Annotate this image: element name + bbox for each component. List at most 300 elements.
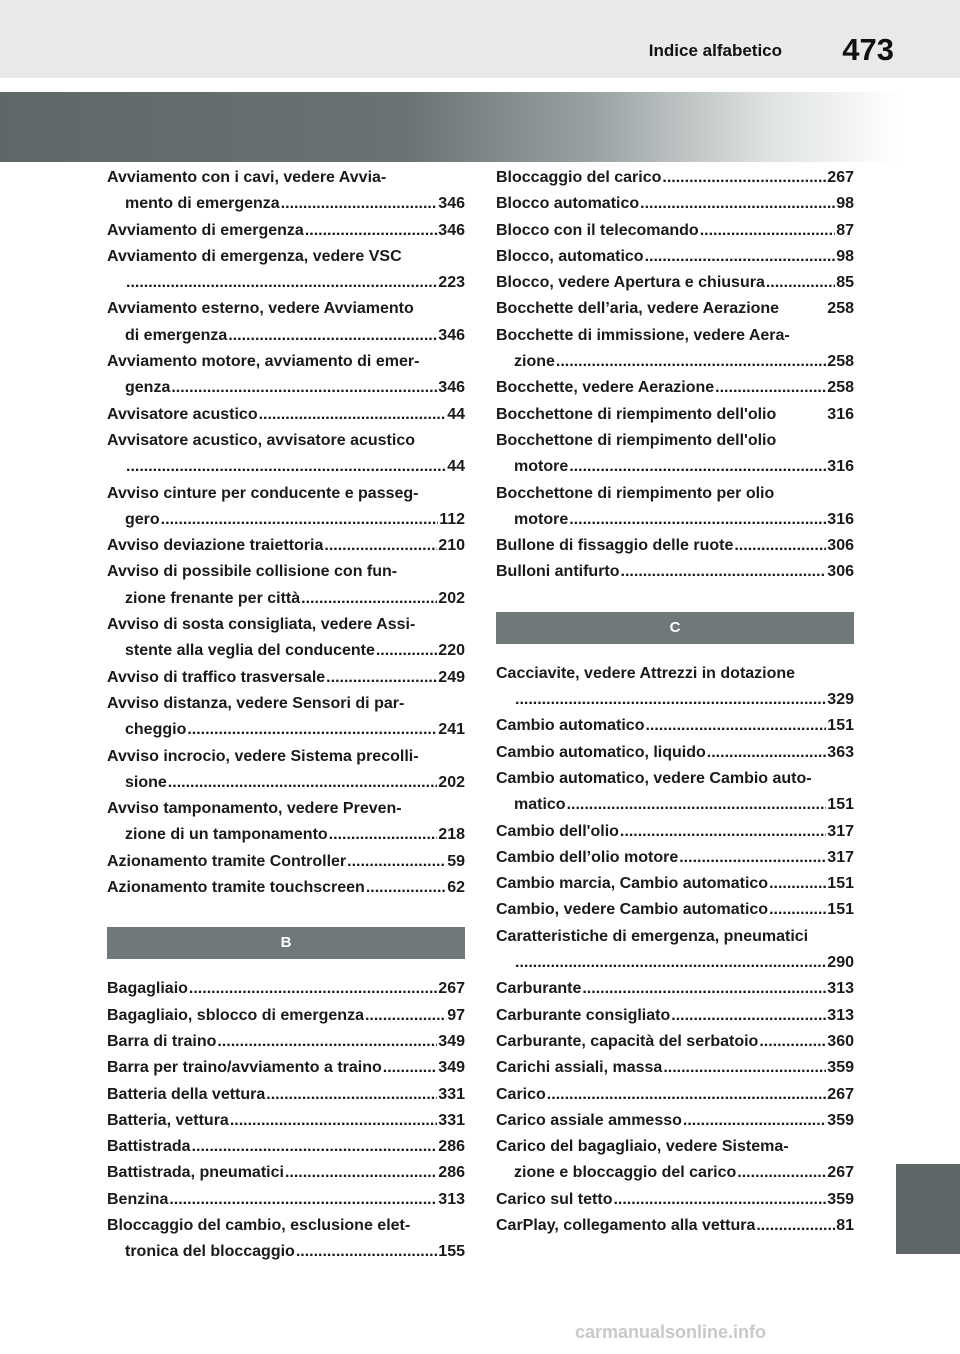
page-ref: 316: [827, 458, 854, 476]
index-term: Avviamento di emergenza: [107, 221, 304, 239]
page-ref: 258: [827, 353, 854, 371]
index-entry-line: [107, 1055, 465, 1081]
letter-heading-c: C: [496, 612, 854, 644]
letter-heading-b: B: [107, 927, 465, 959]
index-entry-line: [107, 375, 465, 401]
index-term: motore: [514, 510, 569, 528]
index-term: Avviso distanza, vedere Sensori di par-: [107, 694, 405, 712]
index-term: Bocchette di immissione, vedere Aera-: [496, 326, 790, 344]
index-entry-line: [107, 691, 465, 717]
index-entry-line: [107, 1213, 465, 1239]
index-entry-line: [496, 924, 854, 950]
page-ref: 98: [836, 247, 854, 265]
index-entry: [107, 218, 465, 244]
page-ref: 98: [836, 195, 854, 213]
index-term: Battistrada, pneumatici: [107, 1164, 284, 1182]
index-column-left: [107, 165, 465, 1266]
dot-leader: [645, 244, 836, 270]
index-term: Batteria della vettura: [107, 1085, 266, 1103]
dot-leader: [187, 717, 437, 743]
dot-leader: [756, 1213, 835, 1239]
dot-leader: [230, 1108, 437, 1134]
dot-leader: [161, 507, 439, 533]
index-term: Cambio marcia, Cambio automatico: [496, 875, 769, 893]
index-entry-line: [496, 740, 854, 766]
index-entry: [107, 296, 465, 349]
page-ref: 349: [438, 1059, 465, 1077]
dot-leader: [324, 533, 437, 559]
dot-leader: [737, 1160, 826, 1186]
index-entry: [107, 875, 465, 901]
index-entry-line: [496, 296, 854, 322]
index-term: Avviso cinture per conducente e passeg-: [107, 484, 419, 502]
index-entry-line: [496, 687, 854, 713]
entries-a: [107, 165, 465, 901]
dot-leader: [569, 454, 826, 480]
index-entry-line: [107, 1239, 465, 1265]
index-entry: [107, 1187, 465, 1213]
index-term: Blocco automatico: [496, 195, 640, 213]
index-entry-line: [107, 875, 465, 901]
index-term: sione: [125, 773, 167, 791]
index-term: Blocco con il telecomando: [496, 221, 699, 239]
dot-leader: [707, 740, 827, 766]
index-entry: [496, 323, 854, 376]
index-term: Avviso di sosta consigliata, vedere Assi-: [107, 616, 416, 634]
dot-leader: [715, 375, 826, 401]
index-term: Carburante consigliato: [496, 1006, 671, 1024]
index-term: Barra di traino: [107, 1032, 217, 1050]
dot-leader: [365, 1003, 446, 1029]
page-ref: 359: [827, 1190, 854, 1208]
index-entry-line: [496, 165, 854, 191]
dot-leader: [769, 871, 826, 897]
index-entry: [496, 871, 854, 897]
index-entry: [496, 1134, 854, 1187]
index-entry: [107, 1029, 465, 1055]
index-entry: [496, 296, 854, 322]
index-entry-line: [107, 533, 465, 559]
index-entry-line: [107, 770, 465, 796]
dot-leader: [766, 270, 835, 296]
page-ref: 44: [447, 458, 465, 476]
index-entry-line: [496, 713, 854, 739]
index-entry-line: [496, 1160, 854, 1186]
index-term: Bagagliaio: [107, 980, 188, 998]
index-entry-line: [107, 323, 465, 349]
dot-leader: [683, 1108, 826, 1134]
index-entry: [107, 559, 465, 612]
index-entry-line: [107, 1082, 465, 1108]
index-entry: [496, 976, 854, 1002]
index-term: tronica del bloccaggio: [125, 1243, 295, 1261]
index-entry-line: [107, 428, 465, 454]
page-ref: 316: [827, 510, 854, 528]
index-term: Cambio automatico: [496, 717, 645, 735]
dot-leader: [305, 218, 437, 244]
index-term: Batteria, vettura: [107, 1111, 229, 1129]
index-term: Carburante, capacità del serbatoio: [496, 1032, 759, 1050]
index-entry: [496, 1108, 854, 1134]
index-entry-line: [496, 845, 854, 871]
index-entry-line: [496, 454, 854, 480]
page-ref: 349: [438, 1032, 465, 1050]
index-entry-line: [496, 897, 854, 923]
index-entry: [496, 402, 854, 428]
index-entry-line: [107, 349, 465, 375]
index-entry: [107, 1082, 465, 1108]
index-entry-line: [107, 638, 465, 664]
index-entry: [496, 375, 854, 401]
index-entry-line: [107, 507, 465, 533]
index-entry: [496, 218, 854, 244]
dot-leader: [168, 770, 438, 796]
index-entry-line: [496, 871, 854, 897]
page-ref: 258: [827, 379, 854, 397]
index-term: Carichi assiali, massa: [496, 1059, 663, 1077]
page-ref: 220: [438, 642, 465, 660]
index-entry-line: [107, 849, 465, 875]
dot-leader: [366, 875, 446, 901]
index-entry: [496, 924, 854, 977]
index-term: Avviamento esterno, vedere Avviamento: [107, 300, 414, 318]
page-ref: 329: [827, 691, 854, 709]
dot-leader: [171, 375, 437, 401]
dot-leader: [281, 191, 438, 217]
entries-b-continued: [496, 165, 854, 586]
section-title: Indice alfabetico: [648, 41, 782, 60]
index-term: Bloccaggio del carico: [496, 169, 662, 186]
index-entry-line: [107, 481, 465, 507]
page-ref: 316: [827, 405, 854, 423]
page-ref: 267: [827, 1164, 854, 1182]
index-term: Cambio dell'olio: [496, 822, 619, 840]
page-ref: 218: [438, 826, 465, 844]
page-ref: 306: [827, 537, 854, 555]
index-term: Blocco, automatico: [496, 247, 644, 265]
dot-leader: [663, 1055, 826, 1081]
index-entry-line: [107, 559, 465, 585]
dot-leader: [671, 1003, 826, 1029]
index-term: Carico del bagagliaio, vedere Sistema-: [496, 1138, 789, 1156]
index-entry: [107, 612, 465, 665]
dot-leader: [613, 1187, 826, 1213]
index-entry-line: [496, 1134, 854, 1160]
index-entry: [496, 533, 854, 559]
index-term: Avvisatore acustico, avvisatore acustico: [107, 431, 415, 449]
page-ref: 151: [827, 901, 854, 919]
index-entry-line: [496, 1029, 854, 1055]
dot-leader: [515, 687, 826, 713]
index-term: stente alla veglia del conducente: [125, 642, 375, 660]
index-term: Barra per traino/avviamento a traino: [107, 1059, 382, 1077]
dot-leader: [769, 897, 826, 923]
index-entry-line: [107, 1134, 465, 1160]
dot-leader: [301, 586, 437, 612]
index-term: Bullone di fissaggio delle ruote: [496, 537, 734, 555]
index-entry-line: [496, 1187, 854, 1213]
page-ref: 241: [438, 721, 465, 739]
dot-leader: [217, 1029, 437, 1055]
index-entry: [496, 740, 854, 766]
entries-b: [107, 976, 465, 1265]
page-ref: 59: [447, 852, 465, 870]
index-term: gero: [125, 510, 160, 528]
page-ref: 223: [438, 274, 465, 292]
index-term: Avviamento con i cavi, vedere Avvia-: [107, 169, 387, 186]
index-entry: [496, 1187, 854, 1213]
index-term: zione: [514, 353, 555, 371]
page-ref: 317: [827, 822, 854, 840]
index-column-right: [496, 165, 854, 1239]
index-entry: [496, 1213, 854, 1239]
page-ref: 286: [438, 1138, 465, 1156]
index-entry-line: [107, 822, 465, 848]
page-ref: 249: [438, 668, 465, 686]
dot-leader: [296, 1239, 437, 1265]
index-entry-line: [107, 244, 465, 270]
index-entry-line: [107, 1187, 465, 1213]
index-entry: [107, 1160, 465, 1186]
dot-leader: [515, 950, 826, 976]
index-entry: [496, 270, 854, 296]
dot-leader: [376, 638, 437, 664]
watermark: carmanualsonline.info: [575, 1322, 767, 1342]
index-entry-line: [496, 270, 854, 296]
index-entry-line: [107, 612, 465, 638]
page-ref: 267: [827, 169, 854, 186]
index-entry-line: [496, 375, 854, 401]
index-entry: [107, 428, 465, 481]
index-entry: [496, 481, 854, 534]
page-ref: 346: [438, 221, 465, 239]
index-entry: [107, 1213, 465, 1266]
page-ref: 151: [827, 875, 854, 893]
index-term: Carburante: [496, 980, 582, 998]
index-entry-line: [496, 507, 854, 533]
page-ref: 44: [447, 405, 465, 423]
index-term: Cambio automatico, vedere Cambio auto-: [496, 769, 812, 787]
index-entry: [107, 165, 465, 218]
index-term: Avviso incrocio, vedere Sistema precolli-: [107, 747, 419, 765]
index-term: Avvisatore acustico: [107, 405, 258, 423]
index-term: Azionamento tramite Controller: [107, 852, 347, 870]
dot-leader: [126, 454, 446, 480]
dot-leader: [326, 665, 437, 691]
index-entry-line: [107, 165, 465, 191]
index-term: Bocchettone di riempimento dell'olio: [496, 405, 777, 423]
index-entry: [107, 744, 465, 797]
index-entry-line: [496, 661, 854, 687]
page-ref: 202: [438, 589, 465, 607]
index-entry-line: [107, 744, 465, 770]
page-ref: 97: [447, 1006, 465, 1024]
index-entry: [107, 1108, 465, 1134]
page-number: 473: [842, 32, 894, 67]
index-term: CarPlay, collegamento alla vettura: [496, 1216, 756, 1234]
page-ref: 151: [827, 796, 854, 814]
index-entry: [107, 976, 465, 1002]
index-entry: [107, 665, 465, 691]
dot-leader: [169, 1187, 437, 1213]
index-term: Cacciavite, vedere Attrezzi in dotazione: [496, 664, 796, 682]
index-term: zione e bloccaggio del carico: [514, 1164, 737, 1182]
page-ref: 290: [827, 954, 854, 972]
index-entry: [496, 1055, 854, 1081]
index-entry-line: [107, 402, 465, 428]
index-entry: [496, 713, 854, 739]
page-ref: 363: [827, 743, 854, 761]
index-entry-line: [107, 270, 465, 296]
page-ref: 313: [827, 1006, 854, 1024]
index-term: Carico sul tetto: [496, 1190, 613, 1208]
index-term: Bagagliaio, sblocco di emergenza: [107, 1006, 364, 1024]
dot-leader: [569, 507, 826, 533]
index-entry: [496, 1082, 854, 1108]
page-ref: 359: [827, 1059, 854, 1077]
page-ref: 346: [438, 379, 465, 397]
index-entry-line: [496, 349, 854, 375]
index-entry-line: [496, 1003, 854, 1029]
index-term: Blocco, vedere Apertura e chiusura: [496, 274, 765, 292]
index-entry: [107, 481, 465, 534]
index-term: Azionamento tramite touchscreen: [107, 879, 365, 897]
index-entry-line: [107, 586, 465, 612]
index-entry: [107, 533, 465, 559]
index-entry: [496, 191, 854, 217]
index-entry: [496, 766, 854, 819]
index-term: Benzina: [107, 1190, 169, 1208]
index-entry: [496, 845, 854, 871]
index-term: Bulloni antifurto: [496, 563, 620, 581]
index-entry-line: [107, 296, 465, 322]
index-term: Caratteristiche di emergenza, pneumatici: [496, 927, 809, 945]
dot-leader: [266, 1082, 437, 1108]
chapter-tab-marker: [896, 1164, 960, 1254]
index-entry: [107, 1055, 465, 1081]
index-entry: [496, 1029, 854, 1055]
header-bar: [0, 0, 960, 78]
dot-leader: [662, 165, 826, 191]
index-term: Bocchettone di riempimento dell'olio: [496, 431, 777, 449]
dot-leader: [640, 191, 835, 217]
index-term: di emergenza: [125, 326, 228, 344]
index-entry-line: [496, 1213, 854, 1239]
index-entry-line: [496, 428, 854, 454]
index-entry-line: [107, 665, 465, 691]
dot-leader: [620, 819, 826, 845]
index-entry: [496, 819, 854, 845]
index-entry-line: [107, 191, 465, 217]
page-ref: 346: [438, 326, 465, 344]
dot-leader: [547, 1082, 827, 1108]
index-entry: [496, 661, 854, 714]
entries-c: [496, 661, 854, 1240]
dot-leader: [347, 849, 446, 875]
dot-leader: [621, 559, 827, 585]
index-term: motore: [514, 458, 569, 476]
page-ref: 151: [827, 717, 854, 735]
dot-leader: [567, 792, 827, 818]
index-term: genza: [125, 379, 171, 397]
dot-leader: [228, 323, 437, 349]
index-entry: [496, 1003, 854, 1029]
index-term: Bocchette dell’aria, vedere Aerazione: [496, 300, 780, 318]
page-ref: 210: [438, 537, 465, 555]
page-ref: 286: [438, 1164, 465, 1182]
index-entry: [496, 165, 854, 191]
index-entry-line: [107, 1029, 465, 1055]
index-entry-line: [107, 1003, 465, 1029]
dot-leader: [734, 533, 826, 559]
index-entry-line: [496, 481, 854, 507]
index-entry: [107, 1003, 465, 1029]
index-entry: [107, 849, 465, 875]
decorative-banner: [0, 92, 900, 162]
page-ref: 306: [827, 563, 854, 581]
index-term: Bocchette, vedere Aerazione: [496, 379, 715, 397]
index-entry-line: [107, 218, 465, 244]
index-entry-line: [496, 766, 854, 792]
index-entry-line: [496, 1108, 854, 1134]
index-entry-line: [496, 559, 854, 585]
page-ref: 267: [438, 980, 465, 998]
page-ref: 85: [836, 274, 854, 292]
index-term: Carico assiale ammesso: [496, 1111, 682, 1129]
index-entry-line: [496, 323, 854, 349]
index-term: Avviamento di emergenza, vedere VSC: [107, 247, 402, 265]
index-entry-line: [496, 792, 854, 818]
index-entry: [107, 402, 465, 428]
index-entry-line: [496, 191, 854, 217]
index-term: Cambio dell’olio motore: [496, 848, 679, 866]
dot-leader: [192, 1134, 438, 1160]
index-entry: [107, 796, 465, 849]
dot-leader: [329, 822, 438, 848]
index-term: mento di emergenza: [125, 195, 280, 213]
index-term: Cambio, vedere Cambio automatico: [496, 901, 769, 919]
dot-leader: [285, 1160, 437, 1186]
page-ref: 331: [438, 1111, 465, 1129]
dot-leader: [645, 713, 826, 739]
index-entry: [496, 244, 854, 270]
index-entry-line: [496, 819, 854, 845]
index-entry-line: [107, 796, 465, 822]
index-term: matico: [514, 796, 566, 814]
index-term: Avviso di possibile collisione con fun-: [107, 563, 398, 581]
index-entry-line: [496, 218, 854, 244]
page-ref: 313: [827, 980, 854, 998]
page-ref: 317: [827, 848, 854, 866]
index-entry-line: [107, 717, 465, 743]
dot-leader: [759, 1029, 826, 1055]
index-entry-line: [496, 1055, 854, 1081]
index-term: Bloccaggio del cambio, esclusione elet-: [107, 1216, 411, 1234]
page-ref: 81: [836, 1216, 854, 1234]
index-entry-line: [496, 533, 854, 559]
index-entry-line: [496, 402, 854, 428]
page-ref: 87: [836, 221, 854, 239]
index-entry-line: [107, 1160, 465, 1186]
index-entry: [496, 559, 854, 585]
page-ref: 359: [827, 1111, 854, 1129]
index-entry: [107, 1134, 465, 1160]
index-term: Carico: [496, 1085, 546, 1103]
index-entry: [107, 244, 465, 297]
index-entry-line: [107, 1108, 465, 1134]
page-ref: 202: [438, 773, 465, 791]
index-entry: [107, 691, 465, 744]
